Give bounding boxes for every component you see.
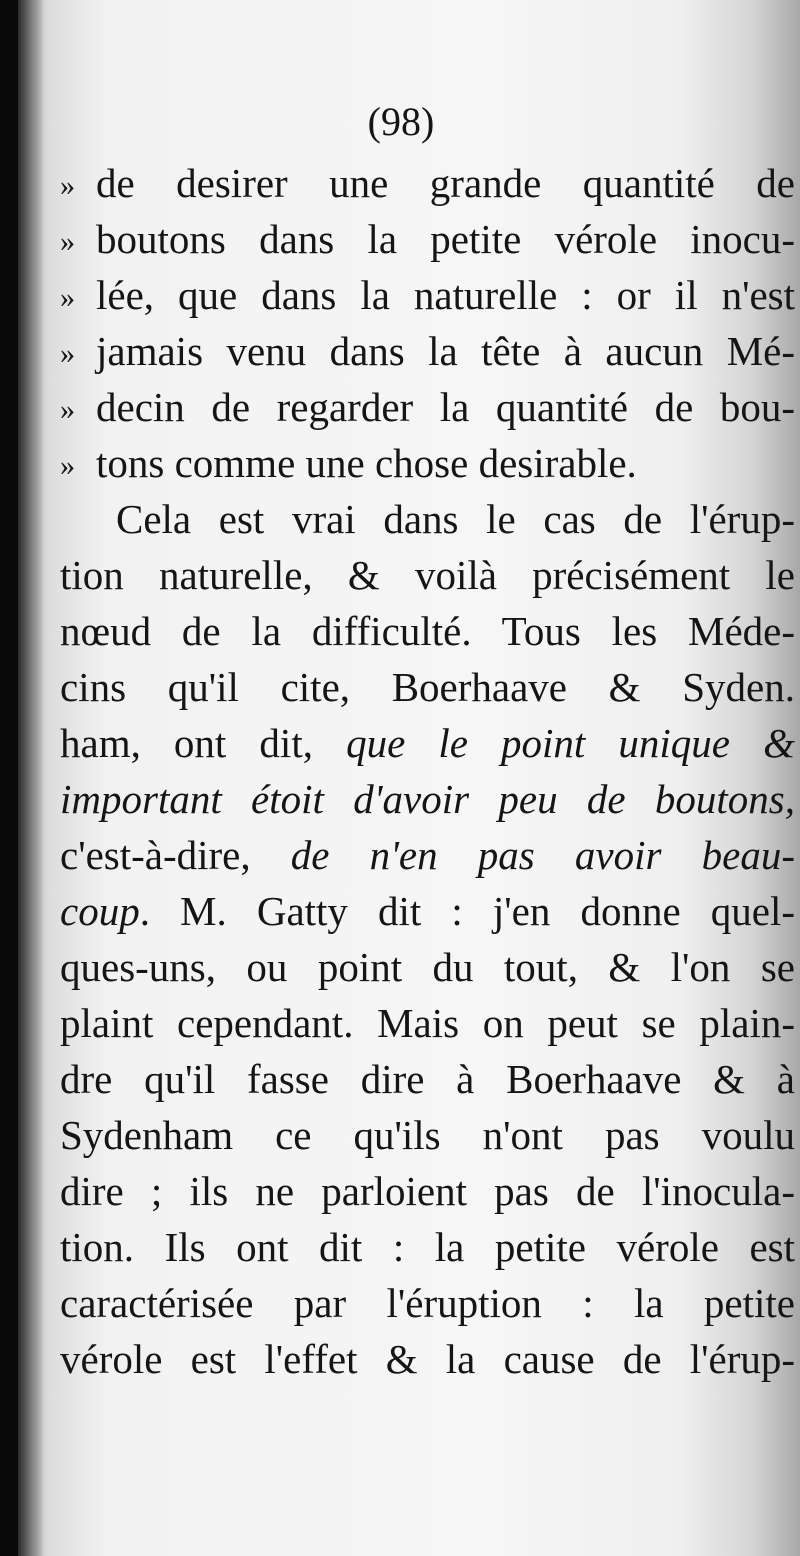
- italic-quote: que le point unique &: [346, 720, 795, 766]
- body-line: [60, 715, 795, 771]
- body-line-text: c'est-à-dire,: [60, 832, 291, 878]
- page-text: [60, 155, 795, 1387]
- body-line: vérole est l'effet & la cause de l'érup-: [60, 1336, 795, 1382]
- quote-line-text: jamais venu dans la tête à aucun Mé-: [96, 328, 795, 374]
- quote-line-text: decin de regarder la quantité de bou-: [96, 384, 795, 430]
- body-line-text: . M. Gatty dit : j'en donne quel-: [139, 888, 795, 934]
- body-line: dre qu'il fasse dire à Boerhaave & à: [60, 1056, 795, 1102]
- quote-line: [60, 379, 795, 435]
- body-line: plaint cependant. Mais on peut se plain-: [60, 1000, 795, 1046]
- quote-line-text: boutons dans la petite vérole inocu-: [96, 216, 795, 262]
- body-line: nœud de la difficulté. Tous les Méde-: [60, 608, 795, 654]
- page-number: (98): [367, 99, 435, 144]
- body-line: [60, 827, 795, 883]
- quote-line: [60, 323, 795, 379]
- body-line-italic: important étoit d'avoir peu de boutons,: [60, 776, 795, 822]
- quote-line: [60, 435, 795, 491]
- italic-quote: coup: [60, 888, 140, 934]
- body-line: caractérisée par l'éruption : la petite: [60, 1280, 795, 1326]
- body-line-text: ham, ont dit,: [60, 720, 347, 766]
- body-line: dire ; ils ne parloient pas de l'inocula-: [60, 1168, 795, 1214]
- body-line: Sydenham ce qu'ils n'ont pas voulu: [60, 1112, 795, 1158]
- quote-line: [60, 267, 795, 323]
- quote-mark: »: [60, 169, 75, 202]
- italic-quote: de n'en pas avoir beau-: [290, 832, 795, 878]
- quote-line: [60, 211, 795, 267]
- book-page: [18, 0, 800, 1556]
- body-line: cins qu'il cite, Boerhaave & Syden.: [60, 664, 795, 710]
- body-line: [60, 883, 795, 939]
- body-line-text: Cela est vrai dans le cas de l'érup-: [116, 496, 795, 542]
- body-line: tion naturelle, & voilà précisément le: [60, 552, 795, 598]
- quote-mark: »: [60, 225, 75, 258]
- quote-mark: »: [60, 449, 75, 482]
- body-line: tion. Ils ont dit : la petite vérole est: [60, 1224, 795, 1270]
- quote-line-text: tons comme une chose desirable.: [96, 440, 637, 486]
- page-gutter-shadow: [18, 0, 44, 1556]
- quote-mark: »: [60, 393, 75, 426]
- body-line: ques-uns, ou point du tout, & l'on se: [60, 944, 795, 990]
- quote-mark: »: [60, 337, 75, 370]
- quote-mark: »: [60, 281, 75, 314]
- quote-line-text: de desirer une grande quantité de: [96, 160, 795, 206]
- quote-line-text: lée, que dans la naturelle : or il n'est: [96, 272, 795, 318]
- body-line: [60, 491, 795, 547]
- quote-line: [60, 155, 795, 211]
